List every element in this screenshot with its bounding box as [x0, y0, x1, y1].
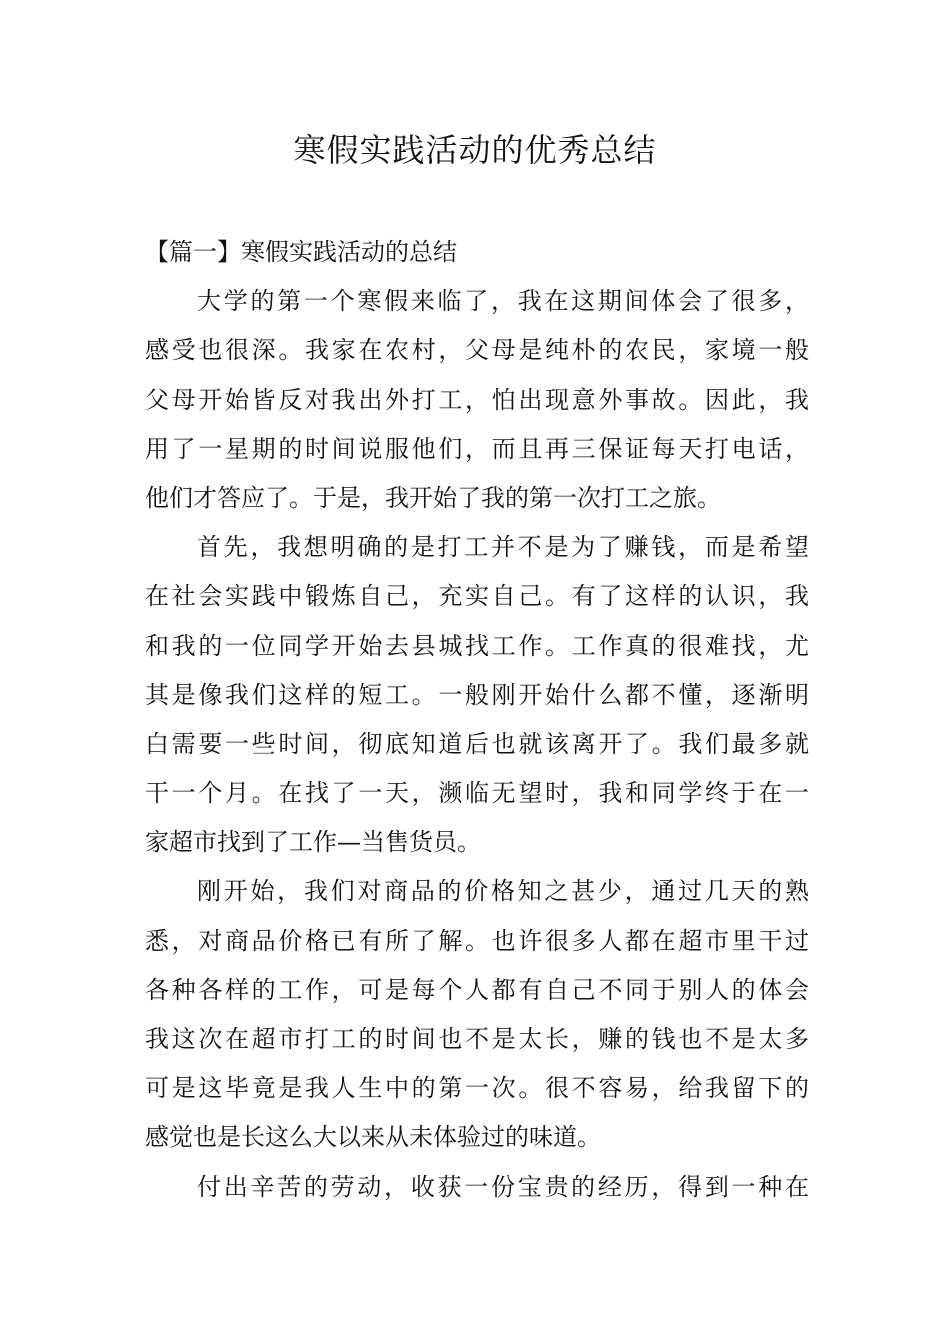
- paragraph-2: [145, 523, 809, 867]
- paragraph-line: 大学的第一个寒假来临了，我在这期间体会了很多，: [197, 287, 809, 316]
- paragraph-4: [145, 1163, 809, 1212]
- paragraph-line: 和我的一位同学开始去县城找工作。工作真的很难找，尤: [145, 631, 809, 660]
- paragraph-line: 感觉也是长这么大以来从未体验过的味道。: [145, 1123, 601, 1152]
- paragraph-line: 其是像我们这样的短工。一般刚开始什么都不懂，逐渐明: [145, 680, 809, 709]
- paragraph-line: 刚开始，我们对商品的价格知之甚少，通过几天的熟: [197, 877, 809, 906]
- paragraph-line: 白需要一些时间，彻底知道后也就该离开了。我们最多就: [145, 729, 809, 758]
- paragraph-line: 干一个月。在找了一天，濒临无望时，我和同学终于在一: [145, 779, 809, 808]
- paragraph-line: 各种各样的工作，可是每个人都有自己不同于别人的体会: [145, 975, 809, 1004]
- paragraph-line: 悉，对商品价格已有所了解。也许很多人都在超市里干过: [145, 926, 809, 955]
- paragraph-3: [145, 867, 809, 1162]
- paragraph-line: 父母开始皆反对我出外打工，怕出现意外事故。因此，我: [145, 385, 809, 414]
- paragraph-line: 我这次在超市打工的时间也不是太长，赚的钱也不是太多: [145, 1025, 809, 1053]
- document-body: [145, 228, 809, 1212]
- paragraph-line: 感受也很深。我家在农村，父母是纯朴的农民，家境一般: [145, 336, 809, 365]
- paragraph-1: [145, 277, 809, 523]
- paragraph-line: 首先，我想明确的是打工并不是为了赚钱，而是希望: [197, 533, 809, 562]
- section-heading: 【篇一】寒假实践活动的总结: [145, 238, 457, 266]
- paragraph-line: 付出辛苦的劳动，收获一份宝贵的经历，得到一种在: [197, 1172, 809, 1201]
- document-title: 寒假实践活动的优秀总结: [293, 131, 657, 169]
- paragraph-line: 家超市找到了工作—当售货员。: [145, 828, 481, 857]
- paragraph-line: 在社会实践中锻炼自己，充实自己。有了这样的认识，我: [145, 582, 809, 611]
- paragraph-line: 用了一星期的时间说服他们，而且再三保证每天打电话，: [145, 434, 809, 463]
- paragraph-line: 可是这毕竟是我人生中的第一次。很不容易，给我留下的: [145, 1074, 809, 1103]
- paragraph-line: 他们才答应了。于是，我开始了我的第一次打工之旅。: [145, 483, 721, 512]
